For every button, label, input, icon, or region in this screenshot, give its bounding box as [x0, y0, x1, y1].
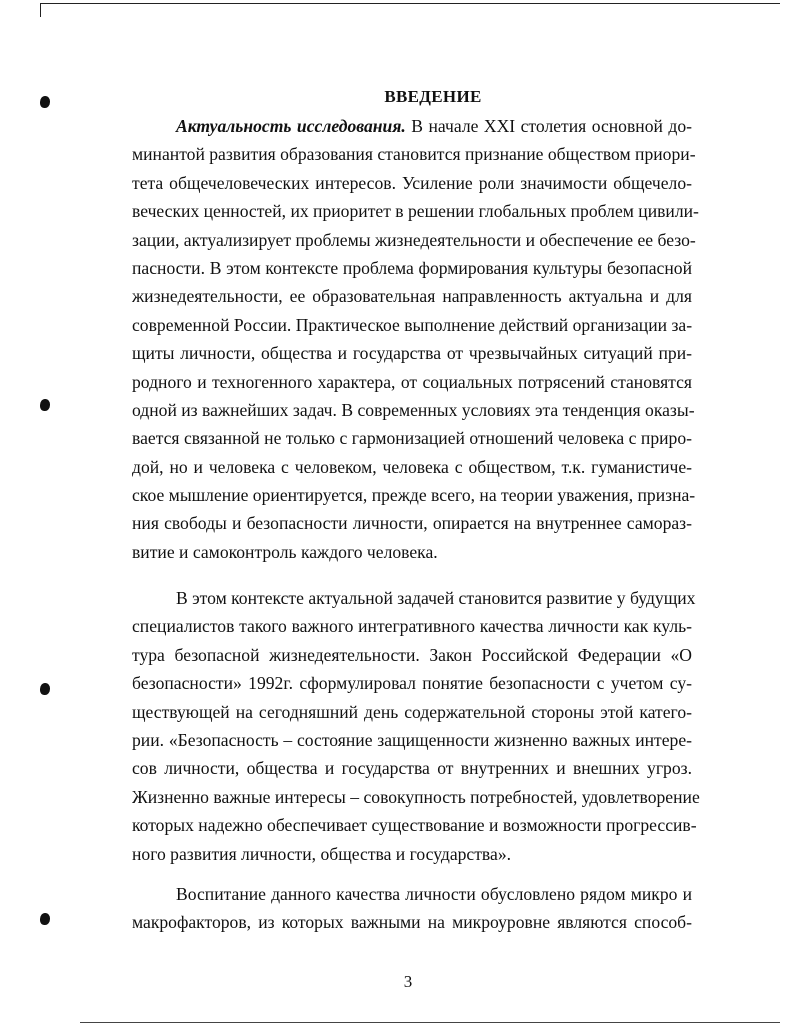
- text-line: тура безопасной жизнедеятельности. Закон Российской Федерации «О: [132, 644, 692, 665]
- scan-border-bottom: [80, 1022, 780, 1023]
- text-line: родного и техногенного характера, от социальных потрясений становятся: [132, 371, 692, 392]
- text-line: современной России. Практическое выполнение действий организации за-: [132, 314, 693, 335]
- punch-hole-mark: [40, 399, 50, 411]
- page-number: 3: [403, 972, 413, 991]
- text-line: зации, актуализирует проблемы жизнедеятельности и обеспечение ее безо-: [132, 229, 696, 250]
- text-line: специалистов такого важного интегративного качества личности как куль-: [132, 616, 692, 637]
- text-line: ного развития личности, общества и государства».: [132, 843, 512, 864]
- text-line: ществующей на сегодняшний день содержательной стороны этой катего-: [132, 701, 692, 722]
- punch-hole-mark: [40, 683, 50, 695]
- first-line-text: В начале XXI столетия основной до-: [405, 116, 692, 136]
- punch-hole-mark: [40, 913, 50, 925]
- text-line: ское мышление ориентируется, прежде всего, на теории уважения, призна-: [132, 485, 696, 506]
- text-line: макрофакторов, из которых важными на микроуровне являются способ-: [132, 912, 692, 933]
- text-line: пасности. В этом контексте проблема формирования культуры безопасной: [132, 257, 692, 278]
- text-line: щиты личности, общества и государства от чрезвычайных ситуаций при-: [132, 343, 692, 364]
- paragraph-first-line: [132, 112, 692, 140]
- lead-phrase: Актуальность исследования.: [176, 116, 406, 136]
- page-title: ВВЕДЕНИЕ: [384, 87, 482, 106]
- text-line: сов личности, общества и государства от внутренних и внешних угроз.: [132, 758, 692, 779]
- text-line: которых надежно обеспечивает существование и возможности прогрессив-: [132, 815, 697, 836]
- paragraph-safety-law: [132, 584, 700, 868]
- paragraph-actuality: [132, 112, 699, 566]
- text-line: тета общечеловеческих интересов. Усиление роли значимости общечело-: [132, 172, 692, 193]
- text-line: одной из важнейших задач. В современных условиях эта тенденция оказы-: [132, 399, 695, 420]
- paragraph-upbringing: [132, 880, 692, 937]
- text-line: ния свободы и безопасности личности, опирается на внутреннее самораз-: [132, 513, 692, 534]
- text-line: Воспитание данного качества личности обусловлено рядом микро и: [176, 884, 692, 904]
- text-line: рии. «Безопасность – состояние защищенности жизненно важных интере-: [132, 729, 692, 750]
- text-line: дой, но и человека с человеком, человека с обществом, т.к. гуманистиче-: [132, 456, 692, 477]
- text-line: вается связанной не только с гармонизацией отношений человека с приро-: [132, 428, 692, 449]
- text-line: В этом контексте актуальной задачей становится развитие у будущих: [176, 588, 696, 608]
- text-line: безопасности» 1992г. сформулировал понятие безопасности с учетом су-: [132, 673, 692, 694]
- scan-border-top: [40, 3, 780, 4]
- text-line: минантой развития образования становится признание обществом приори-: [132, 144, 696, 165]
- text-line: витие и самоконтроль каждого человека.: [132, 541, 438, 562]
- text-line: жизнедеятельности, ее образовательная направленность актуальна и для: [132, 286, 692, 307]
- text-line: Жизненно важные интересы – совокупность потребностей, удовлетворение: [132, 786, 700, 807]
- text-line: веческих ценностей, их приоритет в решении глобальных проблем цивили-: [132, 201, 699, 222]
- scan-border-corner: [40, 3, 41, 17]
